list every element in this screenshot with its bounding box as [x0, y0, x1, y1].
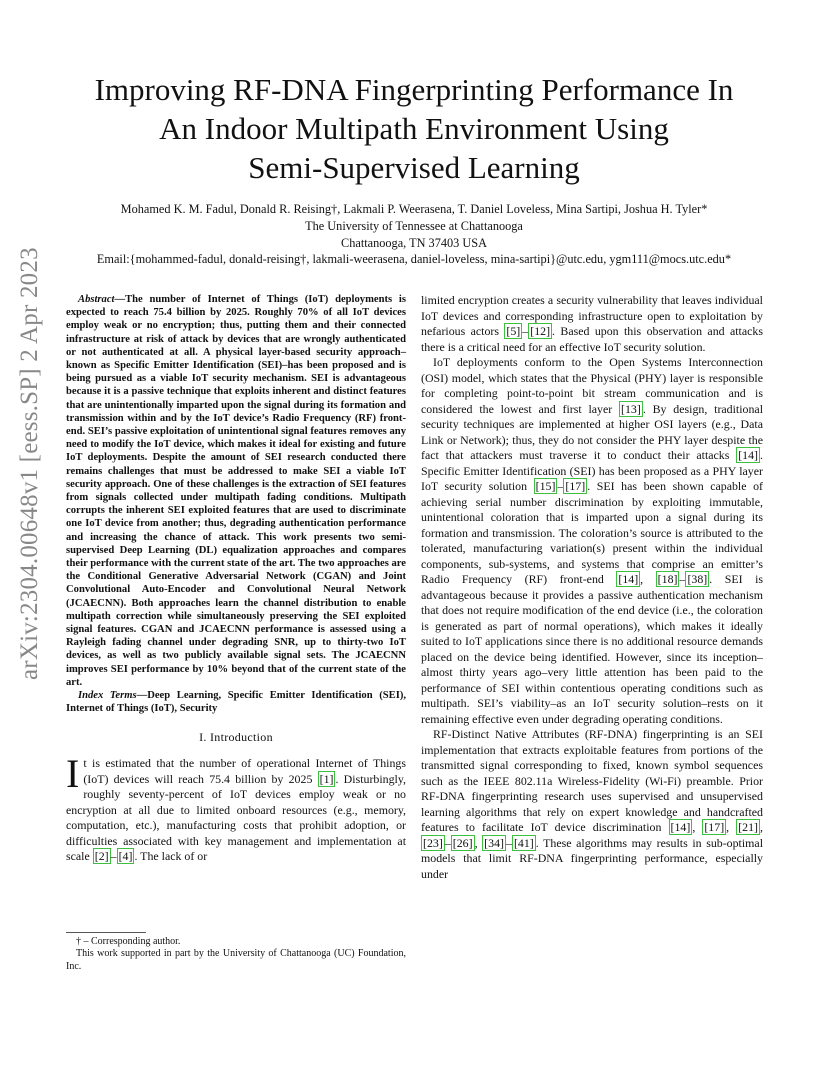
- abstract: [66, 293, 406, 689]
- citation-link[interactable]: [41]: [513, 835, 534, 850]
- body-text: –: [505, 835, 512, 850]
- paragraph-continuation: [421, 293, 763, 355]
- intro-paragraph: [66, 751, 406, 865]
- affiliation: The University of Tennessee at Chattanooga: [305, 219, 523, 233]
- body-text: . SEI is advantageous because it provides a passive authentication mechanism that does not require modification of the end device (i.e., the coloration is generated as part of normal operations), which makes it ideally suited to IoT applications since there is no additional resource demands placed on the device being identified. However, since its inception–almost thirty years ago–very little attention has been paid to the performance of SEI within contentious operating conditions such as multipath. SEI’s viability–as an IoT security solution–rests on it remaining effective even under degrading operating conditions.: [421, 572, 764, 726]
- body-text: . Based upon this observation and attacks there is a critical need for an effective IoT security solution.: [421, 324, 763, 354]
- body-text: –: [679, 572, 686, 586]
- citation-link[interactable]: [17]: [565, 479, 586, 493]
- intro-text: –: [110, 849, 117, 864]
- intro-text: t is estimated that the number of operational Internet of Things (IoT) devices will reach 75.4 billion by 2025: [83, 756, 406, 786]
- address: Chattanooga, TN 37403 USA: [341, 236, 487, 250]
- right-column: [421, 293, 763, 882]
- citation-link[interactable]: [17]: [704, 820, 725, 834]
- body-text: . By design, traditional security techniques are implemented at higher OSI layers (e.g., Data Link or Network); thus, they do not consider the PHY layer despite the fact that attackers must traverse it to conduct their attacks: [421, 401, 764, 462]
- citation-link[interactable]: [5]: [506, 324, 521, 338]
- footnote-corresponding: † – Corresponding author.: [76, 936, 181, 947]
- citation-link[interactable]: [23]: [423, 835, 443, 850]
- footnote-rule: [66, 932, 146, 933]
- citation-link[interactable]: [13]: [621, 401, 641, 416]
- footnotes: [66, 936, 406, 973]
- index-terms-text: —Deep Learning, Specific Emitter Identification (SEI), Internet of Things (IoT), Security: [66, 690, 406, 715]
- body-text: RF-Distinct Native Attributes (RF-DNA) fingerprinting is an SEI implementation that extracts exploitable features from portions of the transmitted signal corresponding to fixed, known symbol sequences such as the IEEE 802.11a Wireless-Fidelity (Wi-Fi) preamble. Prior RF-DNA fingerprinting research uses supervised and unsupervised learning algorithms that rely on expert knowledge and handcrafted features to facilitate IoT device discrimination: [421, 727, 763, 834]
- left-column: [66, 293, 406, 877]
- paragraph-osi: [421, 355, 763, 727]
- citation-link[interactable]: [21]: [738, 820, 758, 834]
- index-terms: [66, 689, 406, 715]
- citation-link[interactable]: [18]: [657, 572, 678, 586]
- abstract-label: Abstract: [78, 294, 115, 305]
- arxiv-identifier: arXiv:2304.00648v1 [eess.SP] 2 Apr 2023: [16, 247, 43, 680]
- citation-link[interactable]: [34]: [484, 835, 504, 850]
- body-text: ,: [726, 820, 737, 834]
- body-text: –: [557, 479, 564, 493]
- body-text: IoT deployments conform to the Open Systems Interconnection (OSI) model, which states that the Physical (PHY) layer is responsible for completing point-to-point bit stream communication and is considered the lowest and first layer: [421, 355, 763, 416]
- paper-title: [40, 70, 788, 187]
- body-text: . SEI has been shown capable of achieving serial number discrimination by exploiting immutable, unintentional coloration that is imparted upon a signal during its formation and transmission. The coloration’s source is attributed to the tolerated, manufacturing variation(s) present within the individual components, sub-systems, and systems that comprise an emitter’s Radio Frequency (RF) front-end: [421, 479, 763, 586]
- citation-link[interactable]: [1]: [319, 771, 334, 786]
- abstract-text: —The number of Internet of Things (IoT) deployments is expected to reach 75.4 billion by 2025. Roughly 70% of all IoT devices employ weak or no encryption; thus, putting them and their connected infrastructure at risk of attack by devices that are wrongly authenticated or not authenticated at all. A physical layer-based security approach–known as Specific Emitter Identification (SEI)–has been proposed and is being pursued as a viable IoT security mechanism. SEI is advantageous because it is a passive technique that exploits inherent and distinct features that are unintentionally imparted upon the signal during its formation and transmission within and by the IoT device’s Radio Frequency (RF) front-end. SEI’s passive exploitation of unintentional signal features removes any need to modify the IoT device, which makes it ideal for existing and future IoT deployments. Despite the amount of SEI research conducted there remains challenges that must be addressed to make SEI a viable IoT security approach. One of these challenges is the extraction of SEI features from signals collected under multipath fading conditions. Multipath corrupts the inherent SEI exploited features that are used to discriminate one IoT device from another; thus, degrading authentication performance and increasing the chance of attack. This work presents two semi-supervised Deep Learning (DL) equalization approaches and compares their performance with the current state of the art. The two approaches are the Conditional Generative Adversarial Network (CGAN) and Joint Convolutional Auto-Encoder and Convolutional Neural Network (JCAECNN). Both approaches learn the channel distribution to enable multipath correction while simultaneously preserving the SEI exploited signal features. CGAN and JCAECNN performance is assessed using a Rayleigh fading channel under degrading SNR, up to thirty-two IoT devices, as well as two publicly available signal sets. The JCAECNN improves SEI performance by 10% beyond that of the current state of the art.: [66, 294, 407, 688]
- index-terms-label: Index Terms: [78, 690, 137, 702]
- citation-link[interactable]: [14]: [670, 820, 691, 834]
- citation-link[interactable]: [12]: [530, 324, 551, 338]
- body-text: –: [522, 324, 529, 338]
- footnote-funding: This work supported in part by the University of Chattanooga (UC) Foundation, Inc.: [66, 948, 406, 972]
- citation-link[interactable]: [15]: [535, 479, 556, 493]
- paragraph-rf-dna: [421, 727, 763, 882]
- body-text: . Specific Emitter Identification (SEI) has been proposed as a PHY layer IoT security solution: [421, 448, 763, 493]
- drop-cap: I: [66, 751, 80, 797]
- title-line-2: An Indoor Multipath Environment Using: [159, 111, 669, 146]
- email-line: Email:{mohammed-fadul, donald-reising†, lakmali-weerasena, daniel-loveless, mina-sartipi}@utc.edu, ygm111@mocs.utc.edu*: [96, 252, 732, 266]
- body-text: . These algorithms may results in sub-optimal models that limit RF-DNA fingerprinting performance, especially under: [421, 835, 763, 881]
- body-text: ,: [692, 820, 703, 834]
- body-text: ,: [640, 572, 656, 586]
- intro-text: . Disturbingly, roughly seventy-percent of IoT devices employ weak or no encryption at all due to limited onboard resources (e.g., memory, computation, etc.), manufacturing costs that prohibit adoption, or difficulties associated with key management and implementation at scale: [66, 771, 406, 864]
- section-heading-introduction: I. Introduction: [199, 729, 273, 744]
- body-text: –: [444, 835, 451, 850]
- citation-link[interactable]: [4]: [118, 849, 133, 864]
- author-list: Mohamed K. M. Fadul, Donald R. Reising†, Lakmali P. Weerasena, T. Daniel Loveless, Mina Sartipi, Joshua H. Tyler*: [120, 202, 708, 216]
- title-line-1: Improving RF-DNA Fingerprinting Performance In: [94, 72, 734, 107]
- intro-text: . The lack of or: [134, 849, 208, 864]
- body-text: limited encryption creates a security vulnerability that leaves individual IoT devices and corresponding infrastructure open to exploitation by nefarious actors: [421, 293, 763, 338]
- citation-link[interactable]: [38]: [687, 572, 708, 586]
- citation-link[interactable]: [2]: [94, 849, 109, 864]
- body-text: ,: [760, 820, 763, 834]
- citation-link[interactable]: [14]: [618, 572, 639, 586]
- body-text: ,: [474, 835, 483, 850]
- citation-link[interactable]: [14]: [738, 448, 759, 462]
- citation-link[interactable]: [26]: [452, 835, 473, 850]
- title-line-3: Semi-Supervised Learning: [248, 150, 580, 185]
